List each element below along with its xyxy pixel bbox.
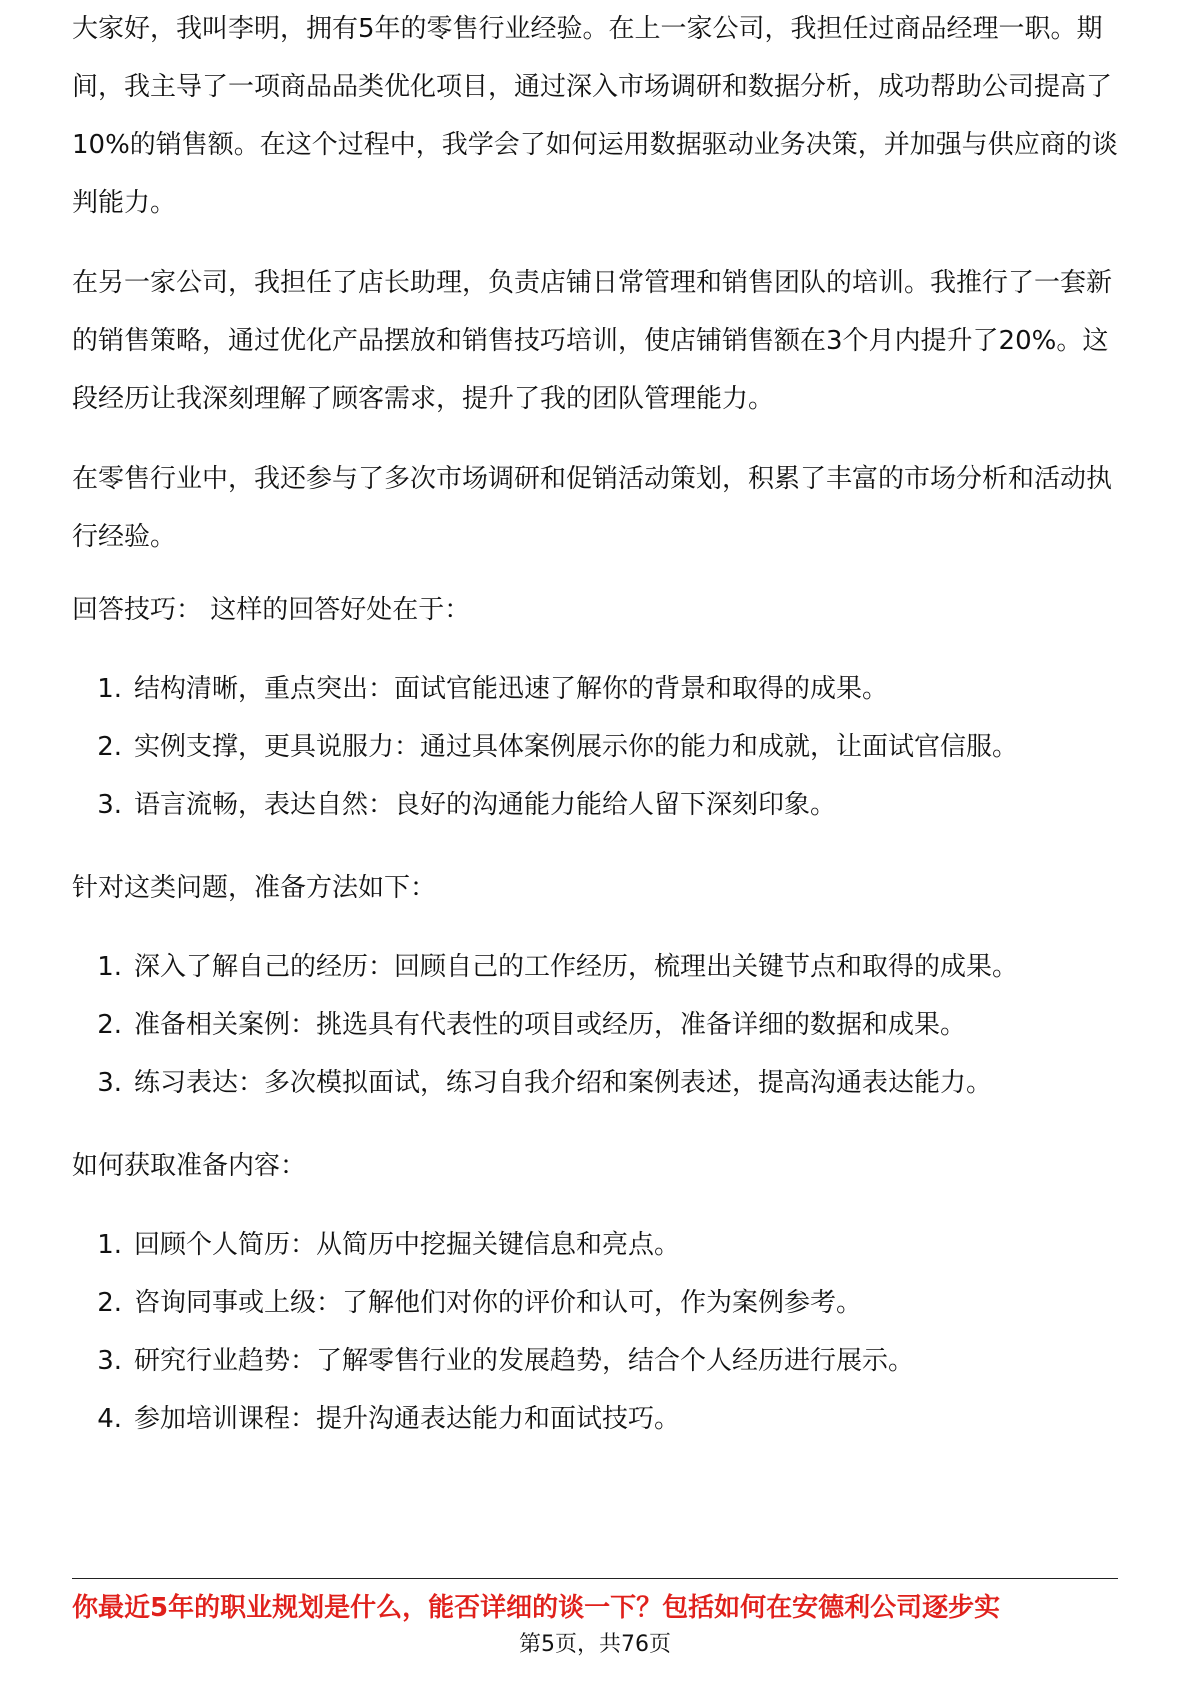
list-item: 3. 研究行业趋势：了解零售行业的发展趋势，结合个人经历进行展示。 [72,1332,1122,1390]
list-item-text: 练习表达：多次模拟面试，练习自我介绍和案例表述，提高沟通表达能力。 [134,1068,993,1098]
paragraph-intro: 大家好，我叫李明，拥有5年的零售行业经验。在上一家公司，我担任过商品经理一职。期间，我主导了一项商品品类优化项目，通过深入市场调研和数据分析，成功帮助公司提高了10%的销售额。在这个过程中，我学会了如何运用数据驱动业务决策，并加强与供应商的谈判能力。 [72,14,1118,218]
list-item: 2. 实例支撑，更具说服力：通过具体案例展示你的能力和成就，让面试官信服。 [72,718,1122,776]
list-item-text: 参加培训课程：提升沟通表达能力和面试技巧。 [134,1404,681,1434]
list-item-text: 咨询同事或上级：了解他们对你的评价和认可，作为案例参考。 [134,1288,863,1318]
paragraph-market-research: 在零售行业中，我还参与了多次市场调研和促销活动策划，积累了丰富的市场分析和活动执行经验。 [72,464,1113,552]
tips-heading: 回答技巧： 这样的回答好处在于： [72,595,471,625]
list-item: 1. 深入了解自己的经历：回顾自己的工作经历，梳理出关键节点和取得的成果。 [72,938,1122,996]
tips-list [72,660,1122,834]
page-number: 第5页，共76页 [519,1632,671,1657]
prep-list [72,938,1122,1112]
sources-list [72,1216,1122,1448]
content-body [72,14,1122,1482]
list-item: 2. 咨询同事或上级：了解他们对你的评价和认可，作为案例参考。 [72,1274,1122,1332]
list-item: 3. 语言流畅，表达自然：良好的沟通能力能给人留下深刻印象。 [72,776,1122,834]
section-divider [72,1578,1118,1579]
list-item-text: 准备相关案例：挑选具有代表性的项目或经历，准备详细的数据和成果。 [134,1010,967,1040]
list-item: 3. 练习表达：多次模拟面试，练习自我介绍和案例表述，提高沟通表达能力。 [72,1054,1122,1112]
list-item-text: 回顾个人简历：从简历中挖掘关键信息和亮点。 [134,1230,681,1260]
list-item: 2. 准备相关案例：挑选具有代表性的项目或经历，准备详细的数据和成果。 [72,996,1122,1054]
prep-heading: 针对这类问题，准备方法如下： [72,873,437,903]
list-item-text: 实例支撑，更具说服力：通过具体案例展示你的能力和成就，让面试官信服。 [134,732,1019,762]
list-item: 1. 回顾个人简历：从简历中挖掘关键信息和亮点。 [72,1216,1122,1274]
list-item: 4. 参加培训课程：提升沟通表达能力和面试技巧。 [72,1390,1122,1448]
paragraph-store-assistant: 在另一家公司，我担任了店长助理，负责店铺日常管理和销售团队的培训。我推行了一套新的销售策略，通过优化产品摆放和销售技巧培训，使店铺销售额在3个月内提升了20%。这段经历让我深刻理解了顾客需求，提升了我的团队管理能力。 [72,268,1113,414]
list-item-text: 研究行业趋势：了解零售行业的发展趋势，结合个人经历进行展示。 [134,1346,915,1376]
sources-heading: 如何获取准备内容： [72,1151,307,1181]
list-item: 1. 结构清晰，重点突出：面试官能迅速了解你的背景和取得的成果。 [72,660,1122,718]
next-question-heading: 你最近5年的职业规划是什么，能否详细的谈一下？包括如何在安德利公司逐步实 [72,1593,1001,1623]
list-item-text: 语言流畅，表达自然：良好的沟通能力能给人留下深刻印象。 [134,790,837,820]
list-item-text: 结构清晰，重点突出：面试官能迅速了解你的背景和取得的成果。 [134,674,889,704]
list-item-text: 深入了解自己的经历：回顾自己的工作经历，梳理出关键节点和取得的成果。 [134,952,1019,982]
